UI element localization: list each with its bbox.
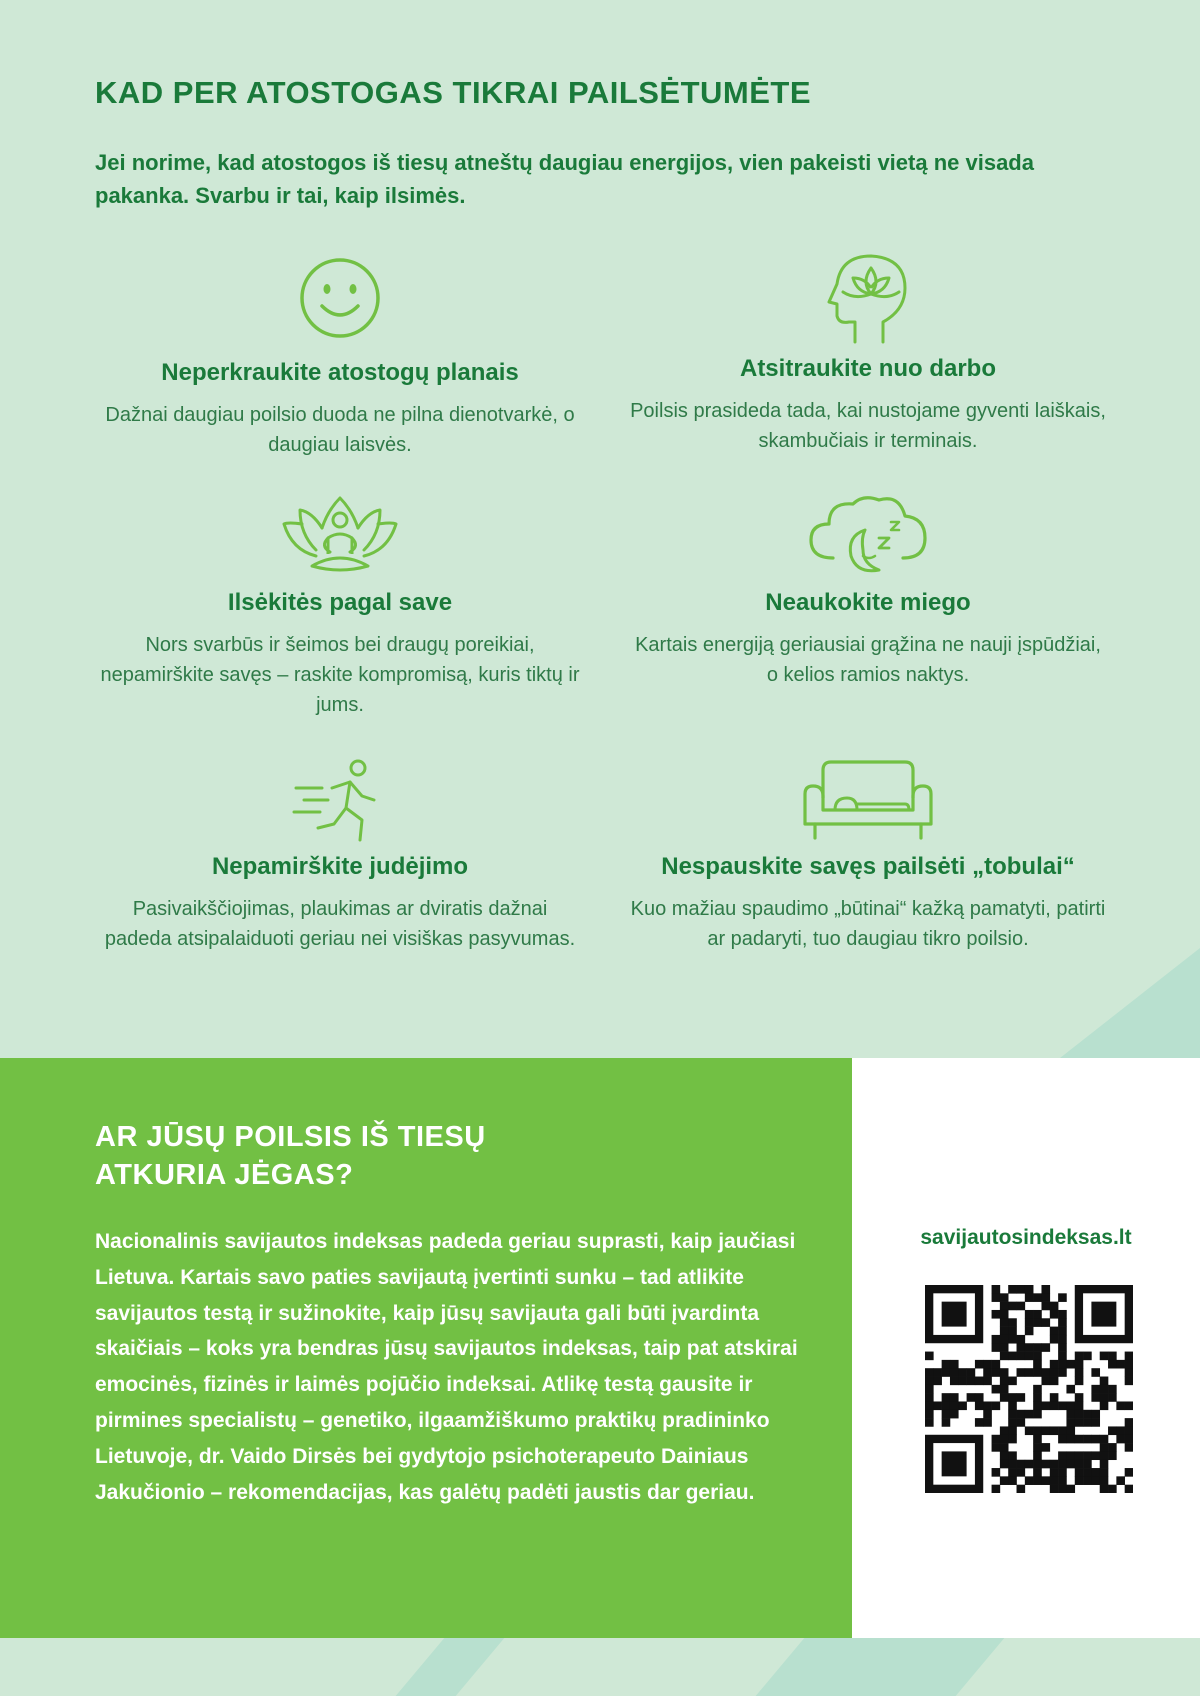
tip-card: [628, 494, 1108, 690]
tip-text: Dažnai daugiau poilsio duoda ne pilna dienotvarkė, o daugiau laisvės.: [105, 404, 575, 456]
cta-title-line: AR JŪSŲ POILSIS IŠ TIESŲ: [95, 1121, 486, 1153]
tip-text: Nors svarbūs ir šeimos bei draugų poreikiai, nepamirškite savęs – raskite kompromisą, kuris tiktų ir jums.: [100, 634, 580, 716]
running-person-icon: [292, 758, 388, 844]
tip-card: [100, 256, 580, 460]
footer-stripe: [756, 1638, 1005, 1696]
intro-text: Jei norime, kad atostogos iš tiesų atneštų daugiau energijos, vien pakeisti vietą ne visada pakanka. Svarbu ir tai, kaip ilsimės.: [95, 150, 1034, 208]
website-link[interactable]: savijautosindeksas.lt: [920, 1226, 1132, 1249]
cta-title-line: ATKURIA JĖGAS?: [95, 1159, 354, 1191]
tip-text: Kuo mažiau spaudimo „būtinai“ kažką pamatyti, patirti ar padaryti, tuo daugiau tikro poilsio.: [630, 898, 1106, 950]
sleep-cloud-icon: [803, 494, 933, 580]
cta-title: [95, 1118, 795, 1194]
tip-card: [628, 256, 1108, 456]
page-title: KAD PER ATOSTOGAS TIKRAI PAILSĖTUMĖTE: [95, 75, 812, 110]
tip-card: [100, 494, 580, 720]
decorative-corner: [1060, 948, 1200, 1058]
head-lotus-icon: [813, 250, 923, 346]
footer-stripe: [396, 1638, 505, 1696]
tip-title: Neperkraukite atostogų planais: [161, 359, 519, 386]
qr-code-icon[interactable]: [925, 1285, 1133, 1493]
tip-card: [100, 758, 580, 954]
tip-title: Atsitraukite nuo darbo: [739, 355, 997, 382]
meditation-lotus-icon: [282, 494, 398, 580]
sofa-rest-icon: [801, 758, 935, 844]
tip-text: Pasivaikščiojimas, plaukimas ar dviratis dažnai padeda atsipalaiduoti geriau nei visiškas pasyvumas.: [104, 898, 576, 950]
tip-text: Kartais energiją geriausiai grąžina ne nauji įspūdžiai, o kelios ramios naktys.: [635, 634, 1101, 686]
tip-card: [628, 758, 1108, 954]
smiley-icon: [298, 256, 382, 340]
tip-title: Nespauskite savęs pailsėti „tobulai“: [661, 853, 1075, 880]
tip-title: Neaukokite miego: [765, 589, 971, 616]
cta-body: Nacionalinis savijautos indeksas padeda geriau suprasti, kaip jaučiasi Lietuva. Kartais savo paties savijautą įvertinti sunku – tad atlikite savijautos testą ir sužinokite, kaip jūsų savijauta gali būti įvardinta skaičiais – koks yra bendras jūsų savijautos indeksas, taip pat atskirai emocinės, fizinės ir laimės pojūčio indeksai. Atlikę testą gausite ir pirmines specialistų – genetiko, ilgaamžiškumo praktikų pradininko Lietuvoje, dr. Vaido Dirsės bei gydytojo psichoterapeuto Dainiaus Jakučionio – rekomendacijas, kas galėtų padėti jaustis dar geriau.: [95, 1230, 798, 1504]
footer-band: [0, 1638, 1200, 1696]
tip-title: Ilsėkitės pagal save: [227, 589, 453, 616]
tip-title: Nepamirškite judėjimo: [211, 853, 469, 880]
tip-text: Poilsis prasideda tada, kai nustojame gyventi laiškais, skambučiais ir terminais.: [630, 400, 1106, 452]
